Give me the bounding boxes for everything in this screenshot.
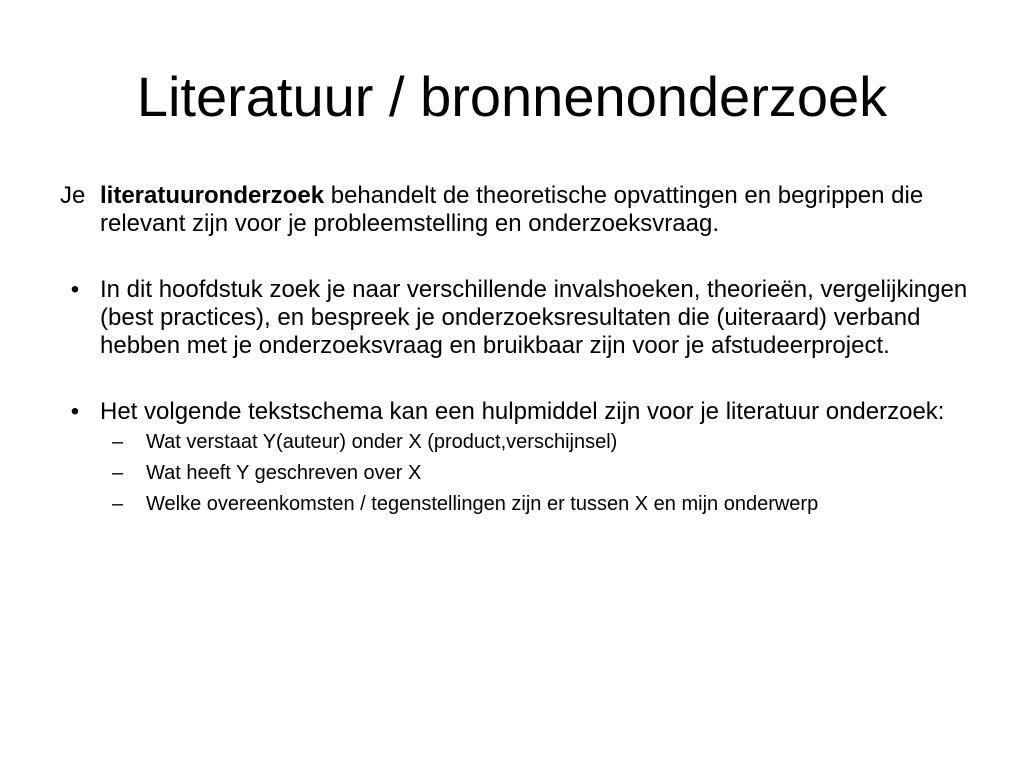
intro-paragraph [60,182,970,238]
intro-bold-term: literatuuronderzoek [100,182,325,209]
bullet-item [60,276,970,360]
slide-body [60,182,970,523]
spacer [60,360,970,398]
intro-lead-word: Je [60,182,86,209]
spacer [60,238,970,276]
sub-list-item [60,461,970,485]
dash-marker: – [112,462,124,484]
bullet-item [60,398,970,426]
sub-item-text: Wat verstaat Y(auteur) onder X (product,verschijnsel) [146,431,618,453]
sub-list [60,430,970,516]
bullet-text: Het volgende tekstschema kan een hulpmiddel zijn voor je literatuur onderzoek: [100,398,945,425]
sub-list-item [60,492,970,516]
sub-item-text: Welke overeenkomsten / tegenstellingen zijn er tussen X en mijn onderwerp [146,493,819,515]
dash-marker: – [112,431,124,453]
sub-item-text: Wat heeft Y geschreven over X [146,462,422,484]
slide-title: Literatuur / bronnenonderzoek [136,65,888,128]
dash-marker: – [112,493,124,515]
sub-list-item [60,430,970,454]
bullet-text: In dit hoofdstuk zoek je naar verschillende invalshoeken, theorieën, vergelijkingen (best practices), en bespreek je onderzoeksresultaten die (uiteraard) verband hebben met je onderzoeksvraag en bruikbaar zijn voor je afstudeerproject. [100,276,968,359]
bullet-marker: • [70,276,80,303]
bullet-marker: • [70,398,80,425]
intro-rest-text: behandelt de theoretische opvattingen en begrippen die relevant zijn voor je probleemstelling en onderzoeksvraag. [100,182,924,237]
